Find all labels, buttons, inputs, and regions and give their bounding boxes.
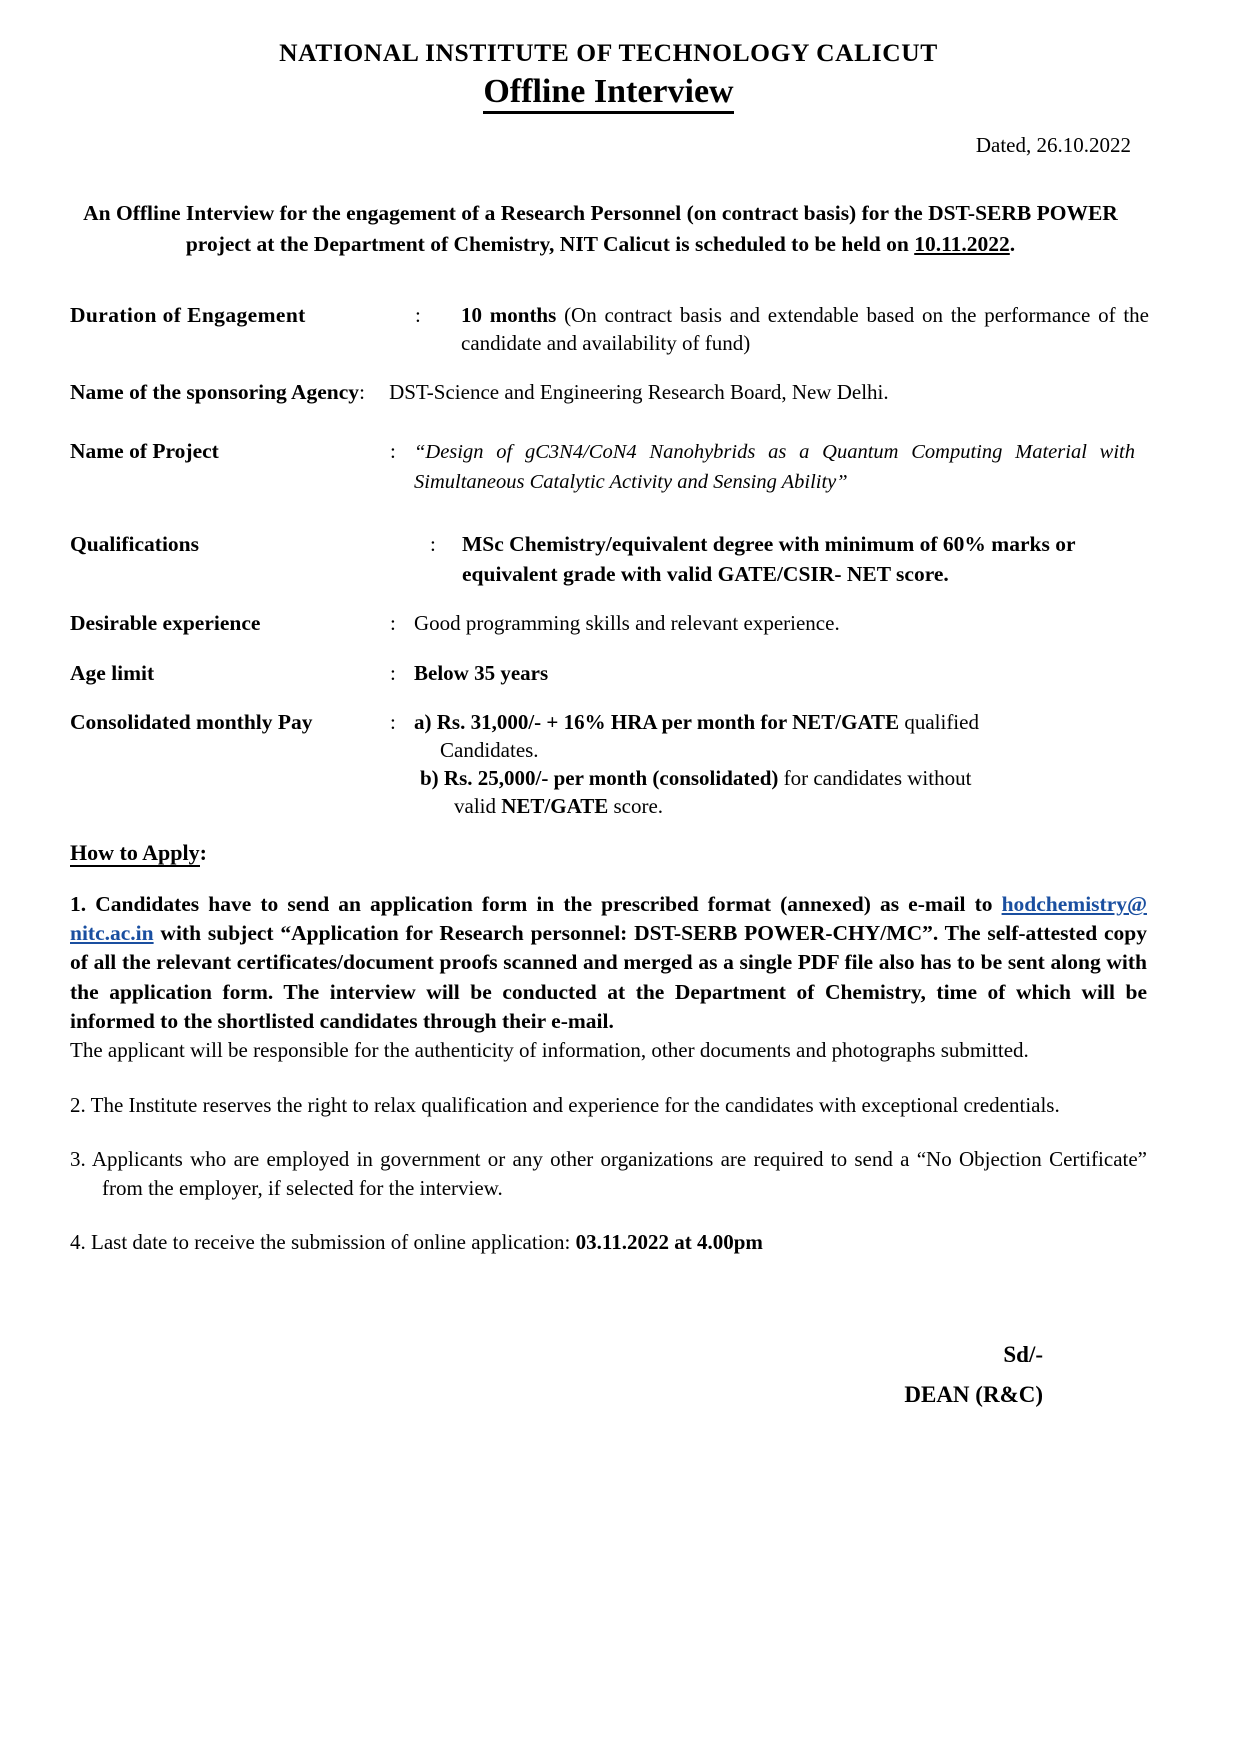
value-sponsoring-agency: DST-Science and Engineering Research Board, New Delhi. (389, 379, 889, 404)
value-consolidated-pay (414, 708, 1155, 821)
details-table (62, 301, 1155, 820)
row-qualifications (62, 530, 1155, 589)
institute-name: NATIONAL INSTITUTE OF TECHNOLOGY CALICUT (279, 38, 938, 67)
signature-block (62, 1335, 1155, 1416)
value-age-limit-bold: Below 35 years (414, 660, 549, 685)
how-to-apply-heading-colon: : (199, 840, 207, 866)
pay-option-b-cont-post: score. (608, 793, 664, 818)
value-age-limit (414, 659, 1155, 687)
pay-option-b-rest: for candidates without (778, 765, 972, 790)
label-duration: Duration of Engagement (70, 303, 306, 328)
value-qualifications: MSc Chemistry/equivalent degree with minimum of 60% marks or equivalent grade with valid GATE/CSIR- NET score. (462, 532, 1076, 586)
pay-option-a-bold: a) Rs. 31,000/- + 16% HRA per month for NET/GATE (414, 709, 900, 734)
apply-item-1 (62, 890, 1155, 1036)
signature-designation: DEAN (R&C) (904, 1382, 1043, 1408)
value-duration (461, 301, 1155, 358)
apply-item-4 (62, 1228, 1155, 1257)
label-consolidated-pay: Consolidated monthly Pay (70, 709, 313, 734)
row-age-limit (62, 659, 1155, 688)
pay-option-a (414, 708, 1155, 736)
apply-item-2: 2. The Institute reserves the right to relax qualification and experience for the candidates with exceptional credentials. (70, 1092, 1060, 1117)
row-duration (62, 301, 1155, 358)
label-project-name: Name of Project (70, 438, 219, 463)
value-duration-rest: (On contract basis and extendable based on the performance of the candidate and availability of fund) (461, 303, 1149, 356)
pay-option-a-continued: Candidates. (440, 737, 539, 762)
row-consolidated-pay (62, 708, 1155, 821)
intro-paragraph (62, 198, 1155, 259)
colon-consolidated-pay: : (390, 709, 396, 734)
pay-option-b-cont-bold: NET/GATE (501, 793, 609, 818)
pay-option-b-bold: b) Rs. 25,000/- per month (consolidated) (420, 765, 779, 790)
row-desirable-experience (62, 609, 1155, 638)
apply-item-3-text: 3. Applicants who are employed in government or any other organizations are required to send a “No Objection Certificate” from the employer, if selected for the interview. (70, 1147, 1147, 1200)
how-to-apply-heading (62, 840, 1155, 866)
intro-text-before: An Offline Interview for the engagement of a Research Personnel (on contract basis) for the DST-SERB POWER project at the Department of Chemistry, NIT Calicut is scheduled to be held on (83, 201, 1118, 256)
pay-option-a-rest: qualified (899, 709, 979, 734)
apply-item-4-part1: 4. Last date to receive the submission of online application: (70, 1230, 576, 1255)
apply-item-1-tail: The applicant will be responsible for the authenticity of information, other documents and photographs submitted. (70, 1038, 1029, 1063)
intro-text-after: . (1009, 231, 1016, 256)
row-project-name (62, 437, 1155, 496)
apply-item-1-part2: with subject “Application for Research personnel: DST-SERB POWER-CHY/MC”. The self-attested copy of all the relevant certificates/document proofs scanned and merged as a single PDF file also has to be sent along with the application form. The interview will be conducted at the Department of Chemistry, time of which will be informed to the shortlisted candidates through their e-mail. (70, 921, 1147, 1033)
apply-item-3 (62, 1145, 1155, 1202)
apply-item-4-deadline: 03.11.2022 at 4.00pm (575, 1230, 763, 1255)
document-title (62, 71, 1155, 114)
document-title-text: Offline Interview (483, 73, 733, 114)
apply-item-1-part1: 1. Candidates have to send an application form in the prescribed format (annexed) as e-mail to (70, 892, 1002, 917)
row-sponsoring-agency (62, 378, 1155, 407)
colon-sponsoring-agency: : (359, 379, 365, 404)
pay-option-b-cont-pre: valid (454, 793, 502, 818)
intro-date: 10.11.2022 (914, 231, 1010, 256)
label-desirable-experience: Desirable experience (70, 611, 261, 636)
value-duration-bold: 10 months (461, 303, 557, 328)
value-desirable-experience: Good programming skills and relevant experience. (414, 611, 840, 636)
dated-line: Dated, 26.10.2022 (975, 133, 1131, 158)
value-project-name (414, 437, 1155, 496)
label-qualifications: Qualifications (70, 532, 200, 557)
colon-age-limit: : (390, 660, 396, 685)
email-link[interactable]: hodchemistry@ nitc.ac.in (70, 892, 1147, 946)
pay-option-b (414, 764, 1155, 792)
colon-duration: : (415, 303, 421, 328)
colon-desirable-experience: : (390, 611, 396, 636)
pay-option-b-continued (414, 792, 1155, 820)
value-project-title: “Design of gC3N4/CoN4 Nanohybrids as a Quantum Computing Material with Simultaneous Catalytic Activity and Sensing Ability” (414, 440, 1135, 493)
label-age-limit: Age limit (70, 660, 155, 685)
how-to-apply-heading-text: How to Apply (70, 840, 200, 866)
colon-project-name: : (390, 438, 396, 463)
colon-qualifications: : (430, 532, 436, 557)
label-sponsoring-agency: Name of the sponsoring Agency (70, 379, 360, 404)
signature-sd: Sd/- (1003, 1341, 1043, 1367)
